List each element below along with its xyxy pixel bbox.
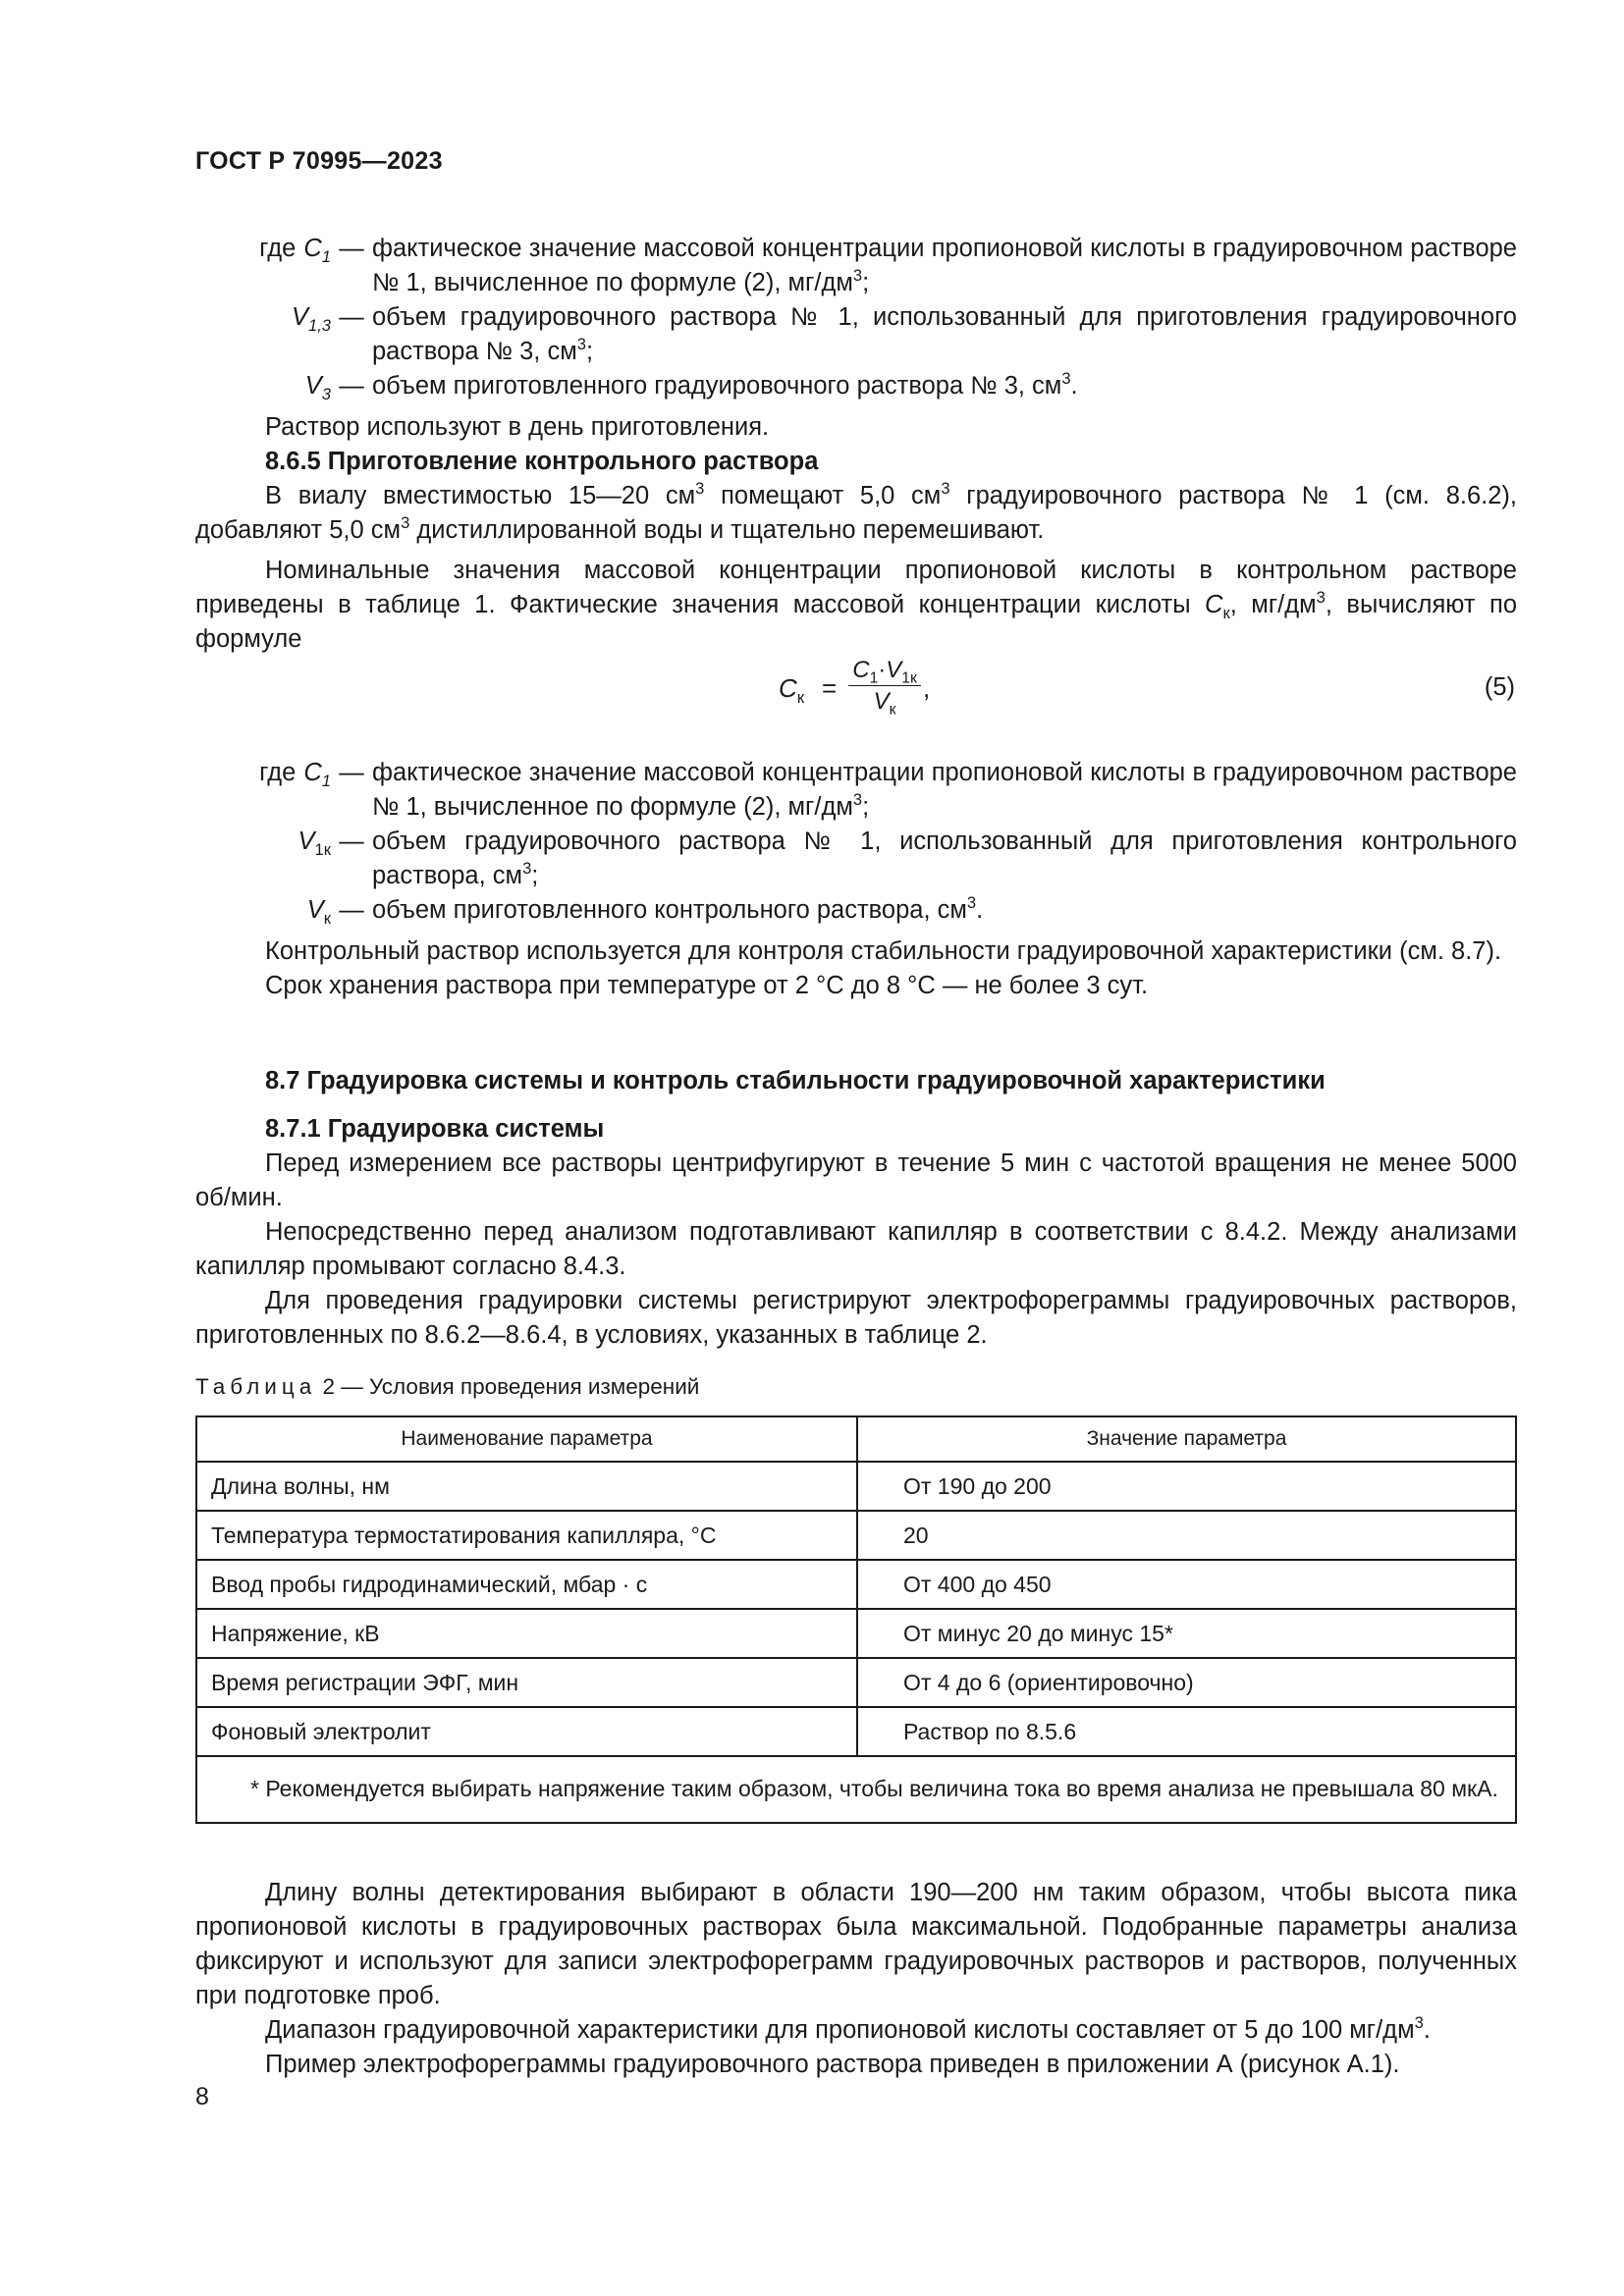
conditions-table [195,1415,1517,1824]
definition-c1: где $C_1$ — фактическое значение массовой концентрации пропионовой кислоты в градуировочном растворе № 1, вычисленное по формуле (2), $мг/дм^3$; [195,756,1517,825]
paragraph-control-solution: Контрольный раствор используется для контроля стабильности градуировочной характеристики (см. 8.7). [265,937,1502,965]
table-cell-value: От 400 до 450 [857,1560,1516,1609]
paragraph-vial: В виалу вместимостью 15—20 $см^3$ помещают 5,0 $см^3$ градуировочного раствора № 1 (см. 8.6.2), добавляют 5,0 $см^3$ дистиллированной воды и тщательно перемешивают. [195,479,1517,544]
definition-vk: $V_к$ — объем приготовленного контрольного раствора, $см^3$. [306,893,984,928]
definition-dash: — [339,759,364,786]
definitions-block-2 [195,756,1517,928]
table-header-cell: Значение параметра [857,1416,1516,1462]
definition-text: объем приготовленного градуировочного раствора № 3, см [372,372,1062,400]
symbol: V [291,303,308,331]
paragraph-register: Для проведения градуировки системы регистрируют электрофореграммы градуировочных растворов, приготовленных по 8.6.2—8.6.4, в условиях, указанных в таблице 2. [195,1287,1517,1349]
table-row [196,1462,1516,1511]
paragraph-range: Диапазон градуировочной характеристики для пропионовой кислоты составляет от 5 до 100 $мг/дм^3$. [265,2013,1431,2044]
paragraph-example: Пример электрофореграммы градуировочного раствора приведен в приложении А (рисунок А.1). [265,2051,1400,2078]
definition-text: объем градуировочного раствора № 1, использованный для приготовления градуировочного раствора № 3, см [372,303,1517,365]
superscript: 3 [852,266,863,286]
formula-number: (5) [1484,673,1515,701]
symbol: C [303,235,322,262]
text-block-865 [195,410,1517,657]
definition-text: фактическое значение массовой концентрации пропионовой кислоты в градуировочном растворе № 1, вычисленное по формуле (2), мг/дм [372,235,1517,296]
formula-5 [195,656,1517,724]
table-cell-parameter: Ввод пробы гидродинамический, мбар · с [196,1560,857,1609]
symbol-subscript: 1 [321,246,331,266]
formula-denominator: $V_к$ [873,688,896,719]
table-cell-parameter: Время регистрации ЭФГ, мин [196,1658,857,1707]
definition-v1k: $V_{1к}$ — объем градуировочного раствора № 1, использованный для приготовления контрольного раствора, $см^3$; [195,825,1517,893]
paragraph-centrifuge: Перед измерением все растворы центрифугируют в течение 5 мин с частотой вращения не менее 5000 об/мин. [195,1149,1517,1211]
superscript: 3 [401,513,410,533]
definition-text: объем градуировочного раствора № 1, использованный для приготовления контрольного раствора, см [372,828,1517,889]
symbol: V [304,372,322,400]
table-footnote-row [196,1756,1516,1823]
symbol-subscript: 3 [321,384,331,403]
superscript: 3 [941,479,950,499]
section-heading-8-7-1: 8.7.1 Градуировка системы [265,1115,605,1143]
table-footnote-text: * Рекомендуется выбирать напряжение таким образом, чтобы величина тока во время анализа не превышала 80 мкА. [250,1776,1498,1801]
where-label: где [259,235,297,262]
page-number: 8 [195,2083,209,2110]
definition-dash: — [339,896,364,924]
superscript: 3 [695,479,705,499]
superscript: 3 [522,859,532,879]
formula-equals: = [822,673,838,703]
table-header-row [196,1416,1516,1462]
superscript: 3 [966,893,977,913]
table-cell-parameter: Напряжение, кВ [196,1609,857,1658]
definition-c1: где $C_1$ — фактическое значение массовой концентрации пропионовой кислоты в градуировочном растворе № 1, вычисленное по формуле (2), $мг/дм^3$; [195,232,1517,300]
formula-comma: , [923,673,931,703]
definition-text: объем приготовленного контрольного раствора, см [372,896,967,924]
table-cell-value: 20 [857,1511,1516,1560]
definition-dash: — [339,372,364,400]
definition-dash: — [339,235,364,262]
table-row [196,1560,1516,1609]
paragraph-nominal: Номинальные значения массовой концентрации пропионовой кислоты в контрольном растворе приведены в таблице 1. Фактические значения массовой концентрации кислоты $C_к$, $мг/дм^3$, вычисляют по формуле [195,557,1518,653]
table-cell-parameter: Фоновый электролит [196,1707,857,1756]
superscript: 3 [1061,369,1071,389]
table-header-cell: Наименование параметра [196,1416,857,1462]
symbol-subscript: 1к [314,839,331,859]
symbol: C [303,759,322,786]
superscript: 3 [1414,2013,1424,2033]
document-header: ГОСТ Р 70995—2023 [195,147,443,175]
table-caption [195,1374,699,1400]
text-block-after-table [195,1876,1517,2082]
symbol-subscript: 1,3 [307,315,331,335]
definition-v3: $V_3$ — объем приготовленного градуировочного раствора № 3, $см^3$. [304,369,1078,403]
section-heading-8-7: 8.7 Градуировка системы и контроль стабильности градуировочной характеристики [265,1067,1326,1095]
symbol: V [306,896,324,924]
table-cell-value: От 4 до 6 (ориентировочно) [857,1658,1516,1707]
table-cell-parameter: Температура термостатирования капилляра, °С [196,1511,857,1560]
section-heading-8-6-5: 8.6.5 Приготовление контрольного раствора [265,448,819,475]
table-cell-parameter: Длина волны, нм [196,1462,857,1511]
table-row [196,1658,1516,1707]
definition-text: фактическое значение массовой концентрации пропионовой кислоты в градуировочном растворе № 1, вычисленное по формуле (2), мг/дм [372,759,1517,821]
definition-dash: — [339,828,364,855]
table-cell-value: От минус 20 до минус 15* [857,1609,1516,1658]
superscript: 3 [576,335,586,354]
formula-numerator: $C_1\cdot V_{1к}$ [848,656,921,686]
symbol: V [298,828,315,855]
table-caption-word: Таблица [195,1374,317,1399]
table-cell-value: Раствор по 8.5.6 [857,1707,1516,1756]
superscript: 3 [1316,588,1326,608]
paragraph-storage: Срок хранения раствора при температуре от 2 °С до 8 °С — не более 3 сут. [265,972,1149,999]
where-label: где [259,759,297,786]
symbol-subscript: к [323,908,331,928]
table-row [196,1511,1516,1560]
table-footnote [196,1756,1516,1823]
formula-lhs: $C_к$ [779,673,805,707]
table-caption-text: 2 — Условия проведения измерений [322,1374,700,1399]
text-block-control [195,934,1517,1003]
definition-v13: $V_{1,3}$ — объем градуировочного раствора № 1, использованный для приготовления градуировочного раствора № 3, $см^3$; [195,300,1517,369]
table-cell-value: От 190 до 200 [857,1462,1516,1511]
table-row [196,1609,1516,1658]
paragraph-used-today: Раствор используют в день приготовления. [265,413,770,441]
paragraph-wavelength: Длину волны детектирования выбирают в области 190—200 нм таким образом, чтобы высота пика пропионовой кислоты в градуировочных растворах была максимальной. Подобранные параметры анализа фиксируют и используют для записи электрофореграмм градуировочных растворов и растворов, полученных при подготовке проб. [195,1879,1517,2009]
paragraph-capillary: Непосредственно перед анализом подготавливают капилляр в соответствии с 8.4.2. Между анализами капилляр промывают согласно 8.4.3. [195,1218,1517,1280]
formula-fraction [848,656,921,718]
definition-dash: — [339,303,364,331]
superscript: 3 [852,790,863,810]
text-block-8-7 [195,1064,1517,1353]
symbol-subscript: 1 [321,771,331,790]
definitions-block-1 [195,232,1517,403]
table-row [196,1707,1516,1756]
